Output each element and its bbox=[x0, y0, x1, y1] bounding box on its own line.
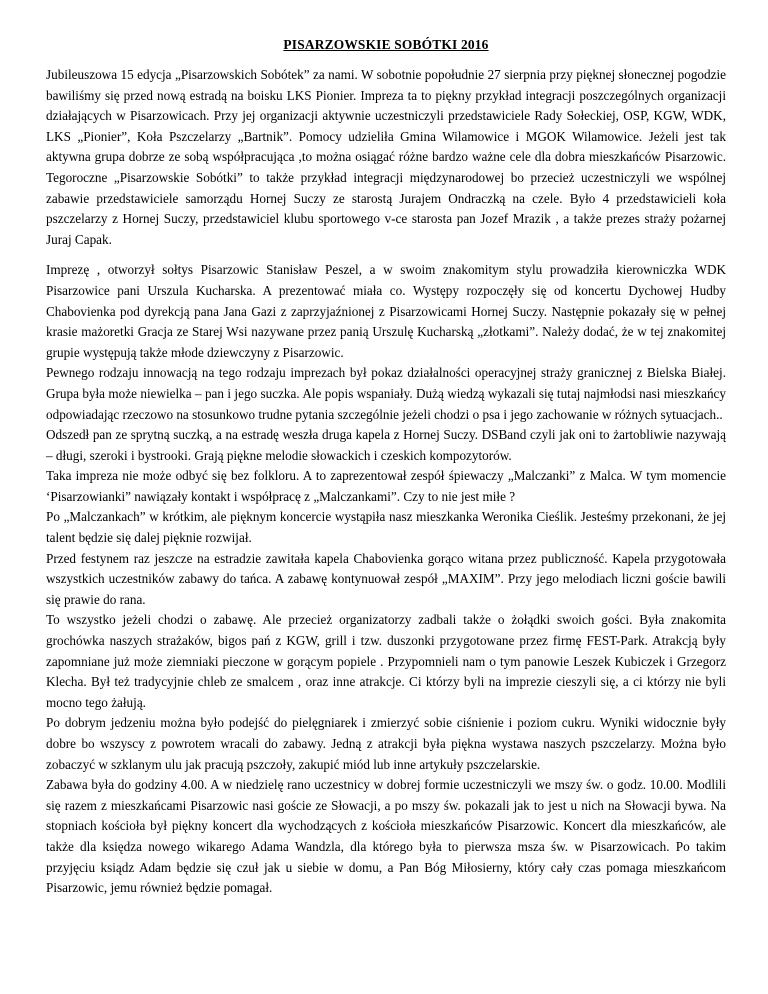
paragraph-border-guard: Pewnego rodzaju innowacją na tego rodzaju imprezach był pokaz działalności operacyjnej straży granicznej z Bielska Białej. Grupa była może niewielka – pan i jego suczka. Ale popis wspaniały. Dużą wiedzą wykazali się tutaj najmłodsi nasi mieszkańcy odpowiadając rzeczowo na stosunkowo trudne pytania szczególnie jeżeli chodzi o psa i jego zachowanie w różnych sytuacjach.. bbox=[46, 365, 726, 422]
document-title: PISARZOWSKIE SOBÓTKI 2016 bbox=[283, 37, 489, 52]
paragraph-dance: Przed festynem raz jeszcze na estradzie zawitała kapela Chabovienka gorąco witana przez publiczność. Kapela przygotowała wszystkich uczestników zabawy do tańca. A zabawę kontynuował zespół „MAXIM”. Przy jego melodiach liczni goście bawili się prawie do rana. bbox=[46, 550, 726, 607]
paragraph-opening: Imprezę , otworzył sołtys Pisarzowic Stanisław Peszel, a w swoim znakomitym stylu prowadziła kierowniczka WDK Pisarzowice pani Urszula Kucharska. A prezentować miała co. Występy rozpoczęły się od koncertu Dychowej Hudby Chabovienka pod dyrekcją pana Jana Gazi z zaprzyjaźnionej z Pisarzowicami Hornej Suczy. Następnie pokazały się w pełnej krasie mażoretki Gracja ze Starej Wsi nazywane przez panią Urszulę Kucharską „złotkami”. Należy dodać, że w tej znakomitej grupie występują także młode dziewczyny z Pisarzowic. bbox=[46, 262, 726, 360]
paragraph-dsband: Odszedł pan ze sprytną suczką, a na estradę weszła druga kapela z Hornej Suczy. DSBand czyli jak oni to żartobliwie nazywają – długi, szeroki i bystrooki. Grają piękne melodie słowackich i czeskich kompozytorów. bbox=[46, 427, 726, 463]
paragraph-health: Po dobrym jedzeniu można było podejść do pielęgniarek i zmierzyć sobie ciśnienie i poziom cukru. Wyniki widocznie były dobre bo wszyscy z powrotem wracali do zabawy. Jedną z atrakcji była piękna wystawa naszych pszczelarzy. Można było zobaczyć w szklanym ulu jak pracują pszczoły, zakupić miód lub inne artykuły pszczelarskie. bbox=[46, 715, 726, 772]
paragraph-weronika: Po „Malczankach” w krótkim, ale pięknym koncercie wystąpiła nasz mieszkanka Weronika Cieślik. Jesteśmy przekonani, że jej talent będzie się dalej pięknie rozwijał. bbox=[46, 509, 726, 546]
paragraph-folklore: Taka impreza nie może odbyć się bez folkloru. A to zaprezentował zespół śpiewaczy „Malczanki” z Malca. W tym momencie ‘Pisarzowianki” nawiązały kontakt i współpracę z „Malczankami”. Czy to nie jest miłe ? bbox=[46, 468, 726, 504]
paragraph-sunday: Zabawa była do godziny 4.00. A w niedzielę rano uczestnicy w dobrej formie uczestniczyli we mszy św. o godz. 10.00. Modlili się razem z mieszkańcami Pisarzowic nasi goście ze Słowacji, a po mszy św. pokazali jak to jest u nich na Słowacji bywa. Na stopniach kościoła był piękny koncert dla wychodzących z kościoła mieszkańców Pisarzowic. Koncert dla mieszkańców, ale także dla księdza nowego wikarego Adama Wandzla, dla którego była to pierwsza msza św. w Pisarzowicach. Po takim przyjęciu ksiądz Adam będzie się czuł jak u siebie w domu, a Pan Bóg Miłosierny, który cały czas pomaga mieszkańcom Pisarzowic, jemu również będzie pomagał. bbox=[46, 777, 726, 896]
paragraph-food: To wszystko jeżeli chodzi o zabawę. Ale przecież organizatorzy zadbali także o żołądki swoich gości. Była znakomita grochówka naszych strażaków, bigos pań z KGW, grill i tzw. duszonki przygotowane przez firmę FEST-Park. Atrakcją były zapomniane już może ziemniaki pieczone w gorącym popiele . Przypomnieli nam o tym panowie Leszek Kubiczek i Grzegorz Klecha. Był też tradycyjnie chleb ze smalcem , oraz inne atrakcje. Ci którzy byli na imprezie cieszyli się, a ci którzy nie byli mocno tego żałują. bbox=[46, 612, 726, 710]
paragraph-intro: Jubileuszowa 15 edycja „Pisarzowskich Sobótek” za nami. W sobotnie popołudnie 27 sierpnia przy pięknej słonecznej pogodzie bawiliśmy się przed nową estradą na boisku LKS Pionier. Impreza ta to piękny przykład integracji poszczególnych organizacji działających w Pisarzowicach. Przy jej organizacji aktywnie uczestniczyli przedstawiciele Rady Sołeckiej, OSP, KGW, WDK, LKS „Pionier”, Koła Pszczelarzy „Bartnik”. Pomocy udzieliła Gmina Wilamowice i MGOK Wilamowice. Jeżeli jest tak aktywna grupa dobrze ze sobą współpracująca ,to można osiągać różne bardzo ważne cele dla dobra mieszkańców Pisarzowic. Tegoroczne „Pisarzowskie Sobótki” to także przykład integracji międzynarodowej bo przecież uczestniczyli we wspólnej zabawie przedstawiciele samorządu Hornej Suczy ze starostą Jurajem Ondraczką na czele. Było 4 przedstawicieli koła pszczelarzy z Hornej Suczy, przedstawiciel klubu sportowego v-ce starosta pan Jozef Mrazik , a także prezes straży pożarnej Juraj Capak. bbox=[46, 67, 726, 247]
